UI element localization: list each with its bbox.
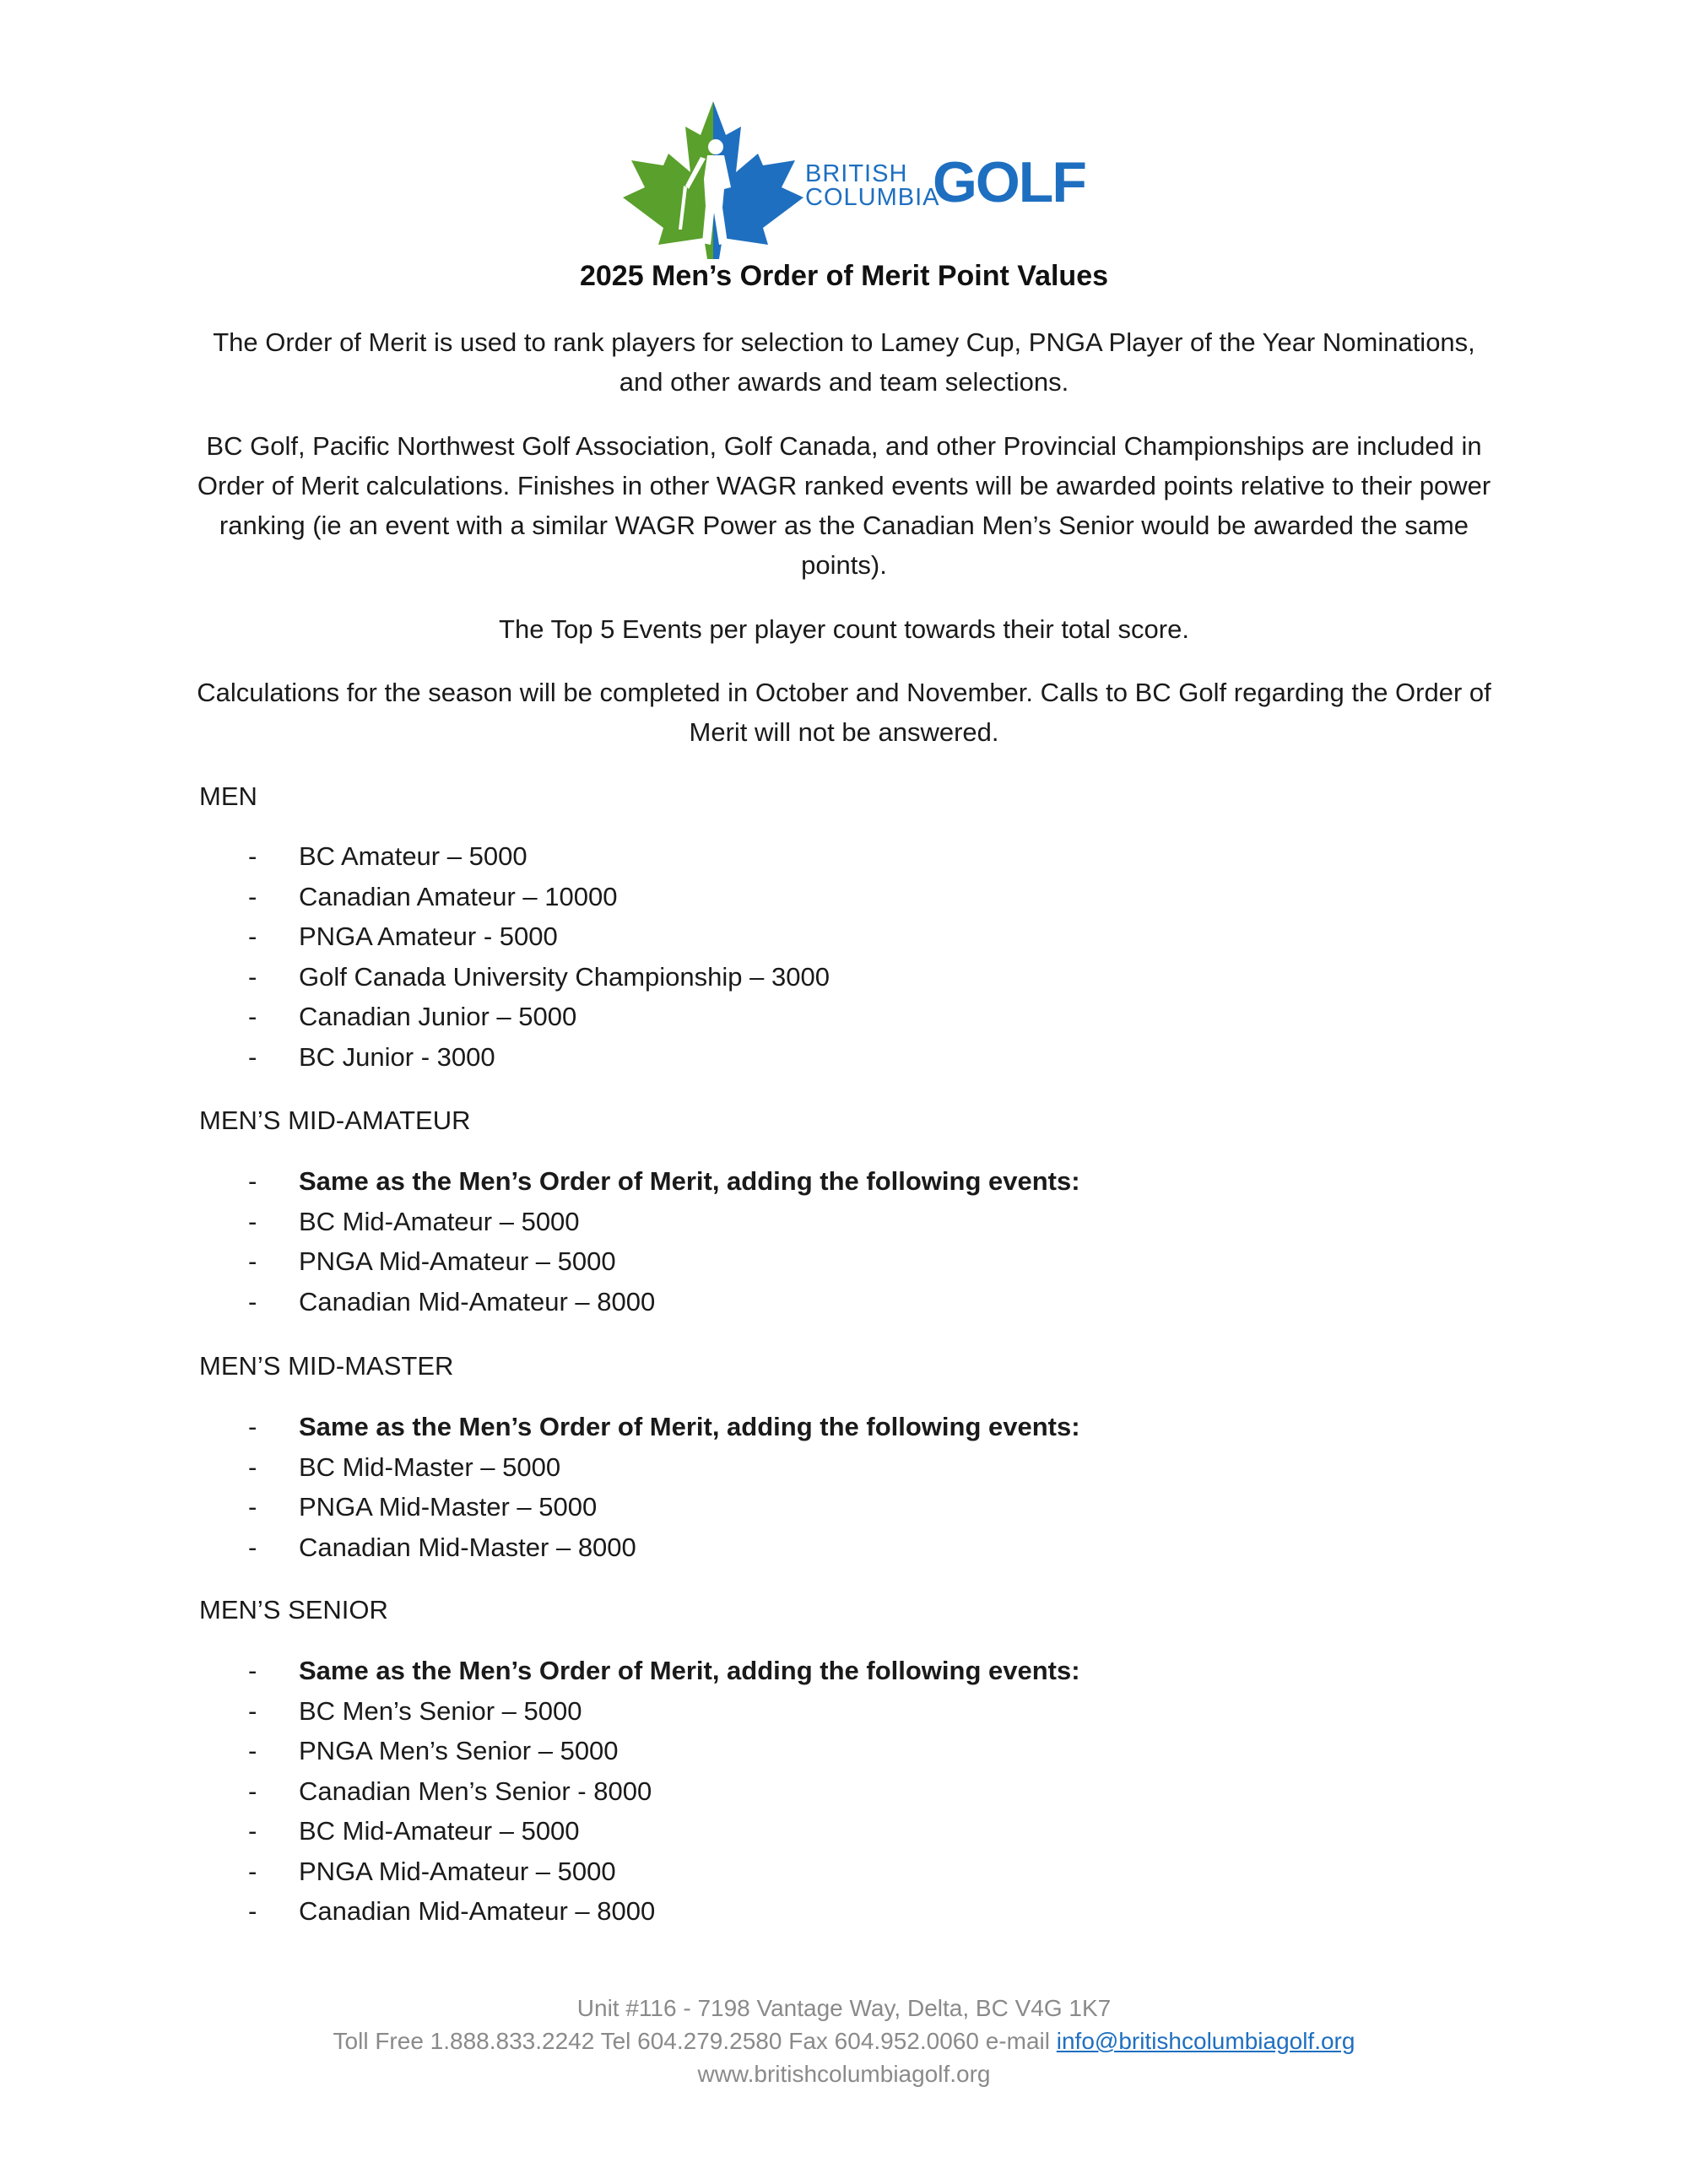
page-title: 2025 Men’s Order of Merit Point Values	[579, 260, 1109, 292]
list-dash: -	[248, 1246, 257, 1276]
list-dash: -	[248, 1166, 257, 1196]
intro-paragraph-purpose: The Order of Merit is used to rank players for selection to Lamey Cup, PNGA Player of the Year Nominations, and other awards and team selections.	[213, 327, 1475, 397]
footer-website: www.britishcolumbiagolf.org	[697, 2061, 991, 2087]
list-item-text: BC Junior - 3000	[299, 1041, 495, 1072]
section-heading-men: MEN	[199, 781, 257, 811]
list-item-text: BC Mid-Master – 5000	[299, 1451, 561, 1482]
logo-text-columbia: COLUMBIA	[805, 184, 940, 211]
list-item-text: BC Men’s Senior – 5000	[299, 1695, 582, 1726]
footer-contact	[0, 2025, 1688, 2057]
list-item-text: Canadian Mid-Amateur – 8000	[299, 1896, 656, 1926]
list-dash: -	[248, 1816, 257, 1846]
list-dash: -	[248, 1492, 257, 1522]
list-item-text: Same as the Men’s Order of Merit, adding the following events:	[299, 1412, 1080, 1441]
list-item-text: Golf Canada University Championship – 3000	[299, 961, 830, 992]
list-dash: -	[248, 1206, 257, 1236]
logo-text-golf: GOLF	[933, 150, 1085, 214]
list-item-text: Same as the Men’s Order of Merit, adding the following events:	[299, 1166, 1080, 1196]
list-item-text: BC Mid-Amateur – 5000	[299, 1206, 580, 1236]
list-item-text: Canadian Mid-Amateur – 8000	[299, 1286, 656, 1316]
list-item-text: BC Amateur – 5000	[299, 841, 528, 871]
list-item-text: PNGA Amateur - 5000	[299, 922, 558, 951]
list-dash: -	[248, 1002, 257, 1031]
list-item-text: Canadian Amateur – 10000	[299, 881, 618, 911]
list-item-text: Same as the Men’s Order of Merit, adding the following events:	[299, 1656, 1080, 1685]
list-item-text: PNGA Mid-Amateur – 5000	[299, 1856, 616, 1886]
list-item-text: PNGA Mid-Amateur – 5000	[299, 1246, 616, 1276]
list-item-text: Canadian Mid-Master – 8000	[299, 1532, 636, 1562]
list-dash: -	[248, 1451, 257, 1482]
list-item-text: Canadian Men’s Senior - 8000	[299, 1776, 652, 1806]
list-dash: -	[248, 1856, 257, 1886]
footer-email-link[interactable]: info@britishcolumbiagolf.org	[1056, 2028, 1355, 2054]
bc-golf-logo	[616, 95, 1085, 259]
list-dash: -	[248, 961, 257, 992]
list-dash: -	[248, 1532, 257, 1562]
list-dash: -	[248, 1041, 257, 1072]
list-dash: -	[248, 1286, 257, 1316]
intro-paragraph-season: Calculations for the season will be completed in October and November. Calls to BC Golf regarding the Order of Merit will not be answered.	[197, 678, 1491, 747]
list-dash: -	[248, 881, 257, 911]
list-item-text: PNGA Mid-Master – 5000	[299, 1492, 598, 1522]
intro-paragraph-top-events: The Top 5 Events per player count towards their total score.	[499, 614, 1189, 644]
list-item-text: BC Mid-Amateur – 5000	[299, 1816, 580, 1846]
intro-paragraph-calculations: BC Golf, Pacific Northwest Golf Association, Golf Canada, and other Provincial Championships are included in Order of Merit calculations. Finishes in other WAGR ranked events will be awarded points relative to their power ranking (ie an event with a similar WAGR Power as the Canadian Men’s Senior would be awarded the same points).	[197, 431, 1491, 580]
list-dash: -	[248, 1896, 257, 1926]
footer-address: Unit #116 - 7198 Vantage Way, Delta, BC V4G 1K7	[576, 1995, 1112, 2021]
maple-leaf-golfer-icon	[616, 95, 810, 259]
list-dash: -	[248, 1656, 257, 1685]
list-dash: -	[248, 922, 257, 951]
section-heading-mid-master: MEN’S MID-MASTER	[199, 1351, 454, 1381]
section-heading-senior: MEN’S SENIOR	[199, 1595, 388, 1624]
footer-phone-fax: Toll Free 1.888.833.2242 Tel 604.279.2580 Fax 604.952.0060 e-mail	[333, 2028, 1057, 2054]
list-dash: -	[248, 1776, 257, 1806]
section-heading-mid-amateur: MEN’S MID-AMATEUR	[199, 1106, 471, 1135]
list-item-text: Canadian Junior – 5000	[299, 1002, 577, 1031]
list-dash: -	[248, 1412, 257, 1441]
list-item-text: PNGA Men’s Senior – 5000	[299, 1736, 619, 1765]
list-dash: -	[248, 1695, 257, 1726]
list-dash: -	[248, 1736, 257, 1765]
list-dash: -	[248, 841, 257, 871]
logo-text-british: BRITISH	[805, 160, 908, 187]
